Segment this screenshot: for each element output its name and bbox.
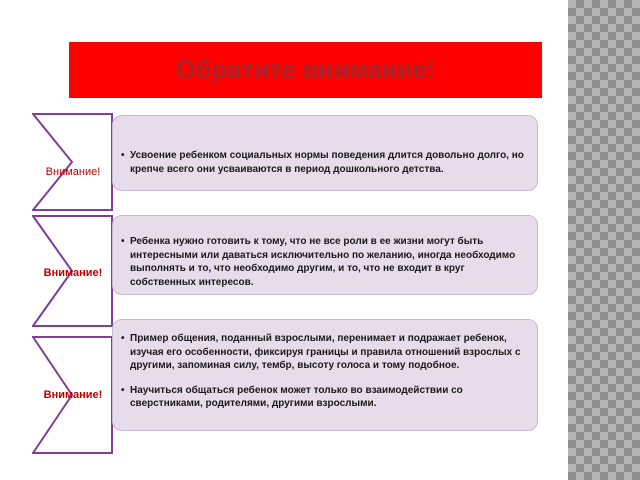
- bullet-icon: •: [121, 150, 125, 161]
- chevron-2: [32, 215, 114, 327]
- decorative-pattern-strip: [568, 0, 640, 480]
- content-card-2: [112, 215, 538, 295]
- list-item: • Научиться общаться ребенок может только во взаимодействии со сверстниками, родителями, другими взрослыми.: [121, 384, 463, 409]
- block-label-3: Внимание!: [43, 389, 103, 401]
- bullet-icon: •: [121, 384, 125, 396]
- bullet-icon: •: [121, 333, 125, 344]
- list-item: • Пример общения, поданный взрослыми, перенимает и подражает ребенок, изучая его особенности, фиксируя границы и правила отношений взрослых с другими, запоминая силу, тембр, высоту голоса и тому подобное.: [121, 333, 521, 371]
- list-item: • Усвоение ребенком социальных нормы поведения длится довольно долго, но крепче всего они усваиваются в период дошкольного детства.: [121, 150, 524, 175]
- block-label-1: Внимание!: [45, 166, 101, 178]
- chevron-3: [32, 336, 114, 454]
- chevron-1: [32, 113, 114, 211]
- content-card-1: [112, 115, 538, 191]
- block-label-2: Внимание!: [43, 267, 103, 279]
- content-card-3: [112, 319, 538, 431]
- list-item: • Ребенка нужно готовить к тому, что не все роли в ее жизни могут быть интересными или даваться исключительно по желанию, иногда необходимо выполнять и то, что необходимо другим, и то, что не входит в круг собственных интересов.: [121, 236, 516, 288]
- title-banner: [69, 42, 542, 98]
- chevron-shape-1: [32, 113, 114, 211]
- bullet-icon: •: [121, 236, 125, 247]
- page-title: Обратите внимание!: [176, 55, 435, 84]
